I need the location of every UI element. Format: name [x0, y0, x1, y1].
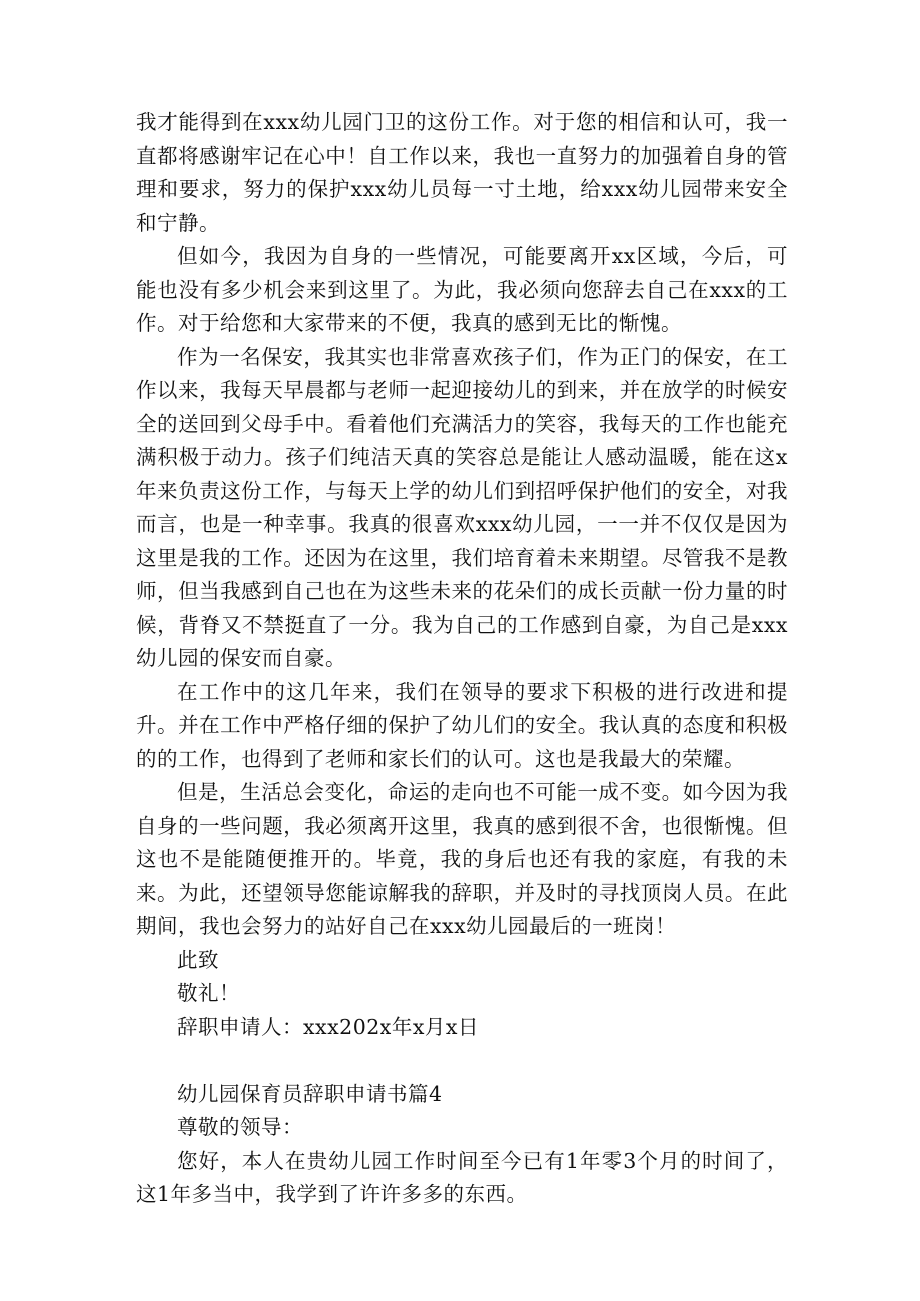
document-page — [136, 106, 788, 1212]
section-body-paragraph: 您好，本人在贵幼儿园工作时间至今已有1年零3个月的时间了，这1年多当中，我学到了许许多多的东西。 — [136, 1148, 788, 1206]
closing-line: 此致 — [177, 947, 219, 972]
salute-line: 敬礼！ — [177, 981, 240, 1005]
body-paragraph-4: 在工作中的这几年来，我们在领导的要求下积极的进行改进和提升。并在工作中严格仔细的保护了幼儿们的安全。我认真的态度和积极的的工作，也得到了老师和家长们的认可。这也是我最大的荣耀。 — [136, 679, 788, 771]
body-paragraph-1: 我才能得到在xxx幼儿园门卫的这份工作。对于您的相信和认可，我一直都将感谢牢记在心中！自工作以来，我也一直努力的加强着自身的管理和要求，努力的保护xxx幼儿员每一寸土地，给xxx幼儿园带来安全和宁静。 — [136, 110, 788, 235]
signature-line: 辞职申请人：xxx202x年x月x日 — [177, 1014, 479, 1039]
body-paragraph-2: 但如今，我因为自身的一些情况，可能要离开xx区域，今后，可能也没有多少机会来到这里了。为此，我必须向您辞去自己在xxx的工作。对于给您和大家带来的不便，我真的感到无比的惭愧。 — [136, 244, 788, 335]
section-title: 幼儿园保育员辞职申请书篇4 — [177, 1081, 443, 1106]
body-paragraph-3: 作为一名保安，我其实也非常喜欢孩子们，作为正门的保安，在工作以来，我每天早晨都与老师一起迎接幼儿的到来，并在放学的时候安全的送回到父母手中。看着他们充满活力的笑容，我每天的工作也能充满积极于动力。孩子们纯洁天真的笑容总是能让人感动温暖，能在这x年来负责这份工作，与每天上学的幼儿们到招呼保护他们的安全，对我而言，也是一种幸事。我真的很喜欢xxx幼儿园，一一并不仅仅是因为这里是我的工作。还因为在这里，我们培育着未来期望。尽管我不是教师，但当我感到自己也在为这些未来的花朵们的成长贡献一份力量的时候，背脊又不禁挺直了一分。我为自己的工作感到自豪，为自己是xxx幼儿园的保安而自豪。 — [136, 344, 788, 670]
body-paragraph-5: 但是，生活总会变化，命运的走向也不可能一成不变。如今因为我自身的一些问题，我必须离开这里，我真的感到很不舍，也很惭愧。但这也不是能随便推开的。毕竟，我的身后也还有我的家庭，有我的未来。为此，还望领导您能谅解我的辞职，并及时的寻找顶岗人员。在此期间，我也会努力的站好自己在xxx幼儿园最后的一班岗！ — [136, 780, 788, 938]
greeting-line: 尊敬的领导： — [177, 1115, 303, 1139]
